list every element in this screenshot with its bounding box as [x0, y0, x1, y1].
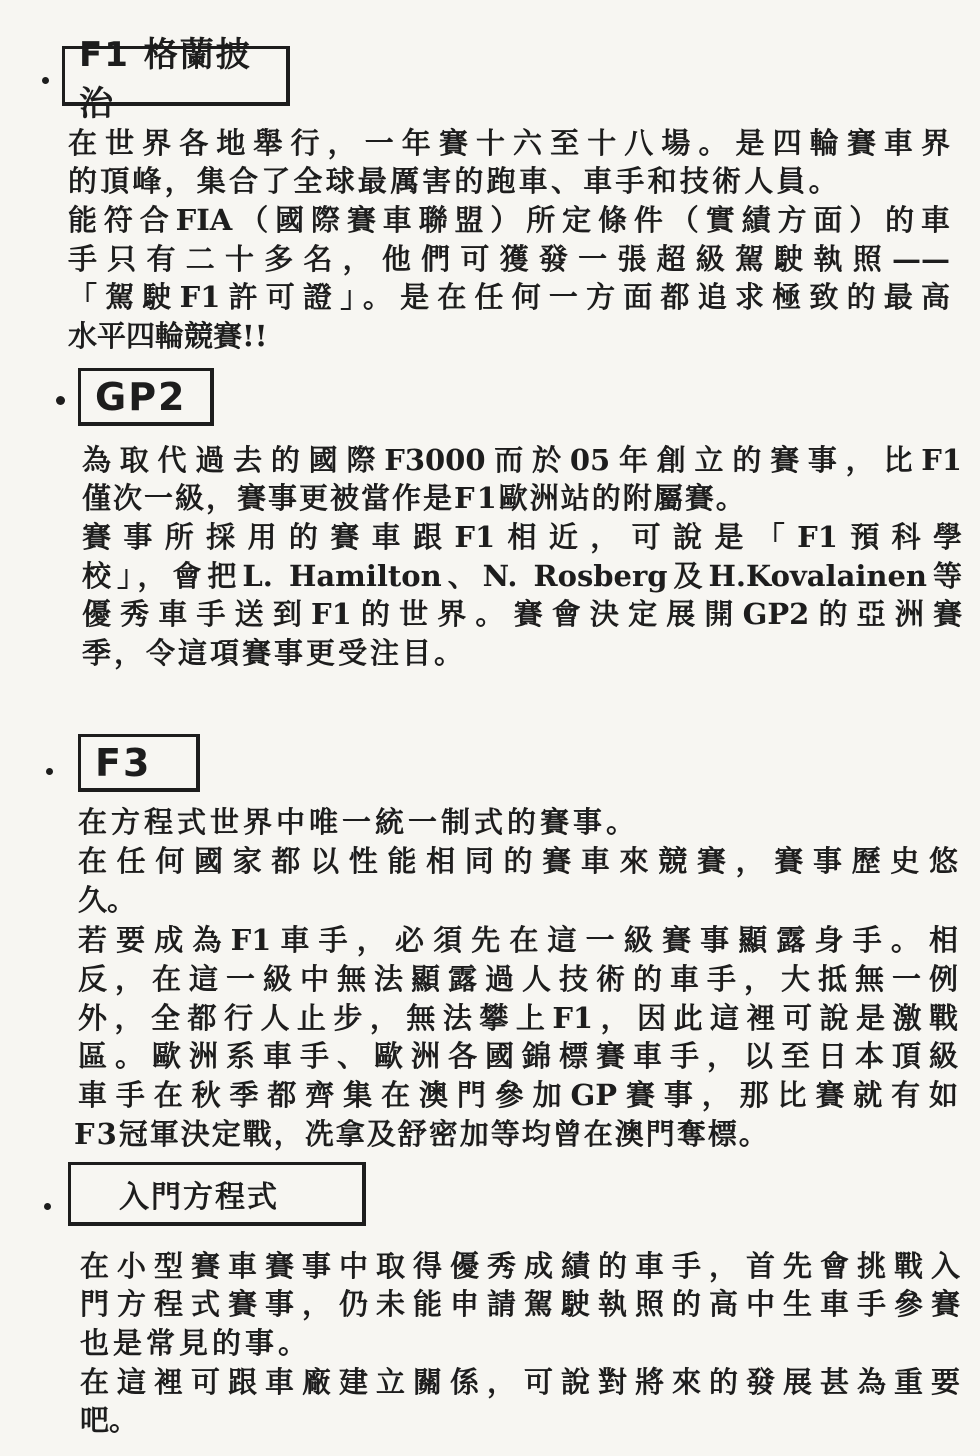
entry-formula-line: 在小型賽車賽事中取得優秀成績的車手，首先會挑戰入 [80, 1249, 960, 1283]
f1-line: 在世界各地舉行，一年賽十六至十八場。是四輪賽車界 [68, 126, 950, 160]
f3-line: 車手在秋季都齊集在澳門參加GP賽事，那比賽就有如 [78, 1078, 958, 1112]
gp2-line: 僅次一級，賽事更被當作是F1歐洲站的附屬賽。 [82, 481, 747, 515]
f3-line: 反，在這一級中無法顯露過人技術的車手，大抵無一例 [78, 962, 958, 996]
entry-formula-line: 也是常見的事。 [80, 1326, 312, 1360]
entry-formula-line: 在這裡可跟車廠建立關係，可說對將來的發展甚為重要 [80, 1365, 960, 1399]
heading-gp2: GP2 [78, 368, 214, 426]
heading-f1: F1 格蘭披治 [62, 46, 290, 106]
bullet-f3 [46, 768, 53, 775]
heading-f3: F3 [78, 734, 200, 792]
f3-line: F3冠軍決定戰，冼拿及舒密加等均曾在澳門奪標。 [74, 1117, 770, 1151]
f3-line: 外，全都行人止步，無法攀上F1，因此這裡可說是激戰 [78, 1001, 958, 1035]
f3-line: 若要成為F1車手，必須先在這一級賽事顯露身手。相 [78, 923, 958, 957]
f3-line: 在任何國家都以性能相同的賽車來競賽，賽事歷史悠 [78, 844, 958, 878]
f3-line: 在方程式世界中唯一統一制式的賽事。 [78, 805, 640, 839]
gp2-line: 優秀車手送到F1的世界。賽會決定展開GP2的亞洲賽 [82, 597, 962, 631]
f1-line: 能符合FIA（國際賽車聯盟）所定條件（實績方面）的車 [68, 203, 950, 237]
f1-line: 水平四輪競賽!! [68, 319, 268, 353]
entry-formula-line: 吧。 [80, 1403, 139, 1437]
f3-line: 區。歐洲系車手、歐洲各國錦標賽車手，以至日本頂級 [78, 1039, 958, 1073]
f1-line: 手只有二十多名，他們可獲發一張超級駕駛執照—— [68, 242, 950, 276]
f1-line: 的頂峰，集合了全球最厲害的跑車、車手和技術人員。 [68, 164, 841, 198]
entry-formula-line: 門方程式賽事，仍未能申請駕駛執照的高中生車手參賽 [80, 1287, 960, 1321]
bullet-gp2 [56, 396, 65, 405]
gp2-line: 為取代過去的國際F3000而於05年創立的賽事，比F1 [82, 443, 962, 477]
gp2-line: 季，令這項賽事更受注目。 [82, 636, 467, 670]
gp2-line: 校」，會把L. Hamilton、N. Rosberg及H.Kovalainen等 [82, 559, 962, 593]
bullet-entry-formula [44, 1203, 51, 1210]
f3-line: 久。 [78, 883, 137, 917]
bullet-f1 [42, 77, 49, 84]
heading-entry-formula: 入門方程式 [68, 1162, 366, 1226]
gp2-line: 賽事所採用的賽車跟F1相近，可說是「F1預科學 [82, 520, 962, 554]
f1-line: 「駕駛F1許可證」。是在任何一方面都追求極致的最高 [68, 280, 950, 314]
